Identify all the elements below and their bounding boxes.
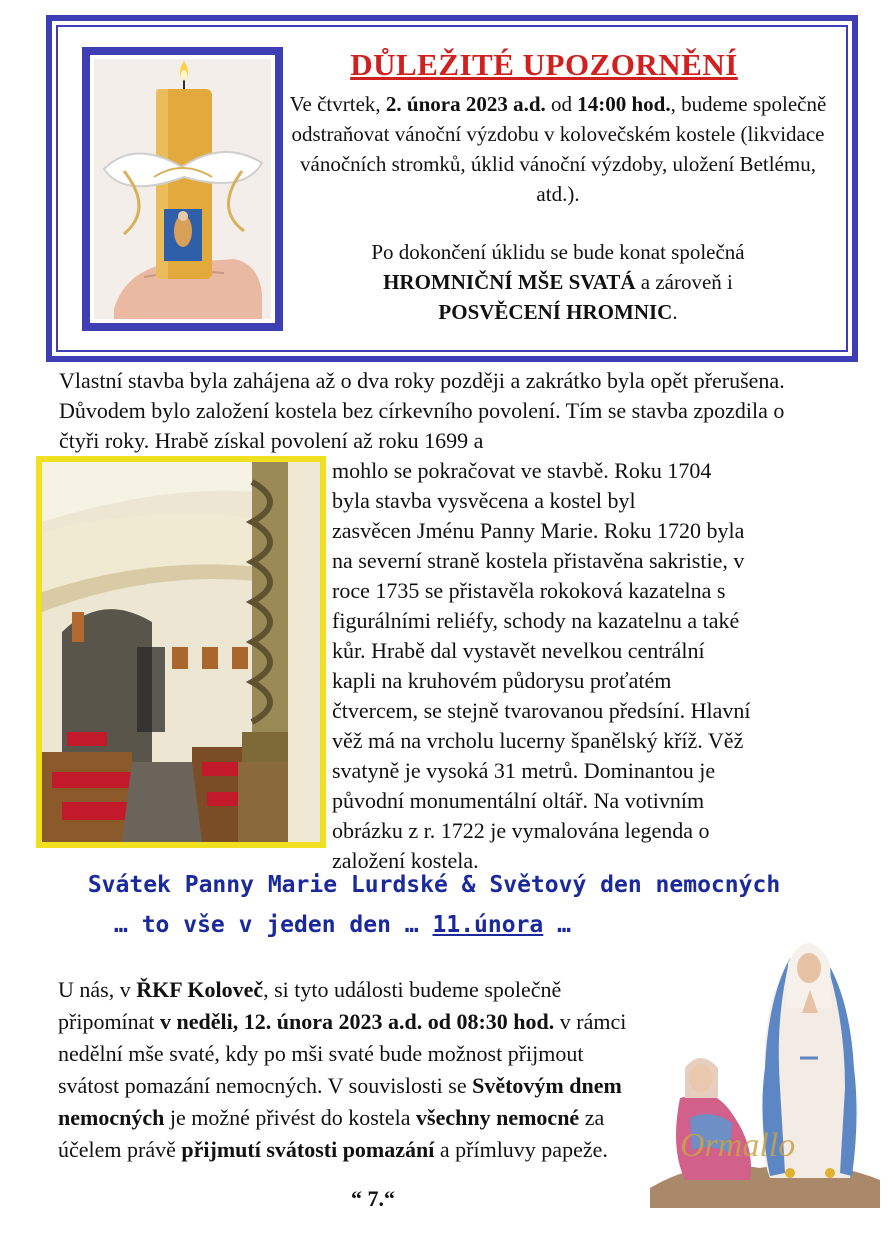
notice-box xyxy=(46,15,858,362)
church-interior-image xyxy=(36,456,326,848)
final-text: U nás, v xyxy=(58,977,137,1002)
final-text: za účelem právě xyxy=(58,1105,605,1162)
feast-subheading xyxy=(114,912,571,938)
notice-p2-text-1: Po dokončení úklidu se bude konat společná xyxy=(371,240,745,264)
notice-paragraph-2 xyxy=(288,237,828,327)
history-line: kůr. Hrabě dal vystavět nevelkou centrální xyxy=(332,638,705,663)
candle-illustration xyxy=(94,59,271,319)
feast-subheading-prefix: … to vše v jeden den … xyxy=(114,912,433,938)
history-line: původní monumentální oltář. Na votivním xyxy=(332,788,705,813)
history-line: mohlo se pokračovat ve stavbě. Roku 1704 xyxy=(332,458,712,483)
notice-date: 2. února 2023 a.d. xyxy=(385,92,546,116)
notice-mass-title: HROMNIČNÍ MŠE SVATÁ xyxy=(383,270,636,294)
history-line: byla stavba vysvěcena a kostel byl xyxy=(332,488,636,513)
feast-heading: Svátek Panny Marie Lurdské & Světový den nemocných xyxy=(87,872,781,898)
history-line: na severní straně kostela přistavěna sakristie, v xyxy=(332,548,745,573)
history-line: svatyně je vysoká 31 metrů. Dominantou je xyxy=(332,758,716,783)
history-line: zasvěcen Jménu Panny Marie. Roku 1720 byla xyxy=(332,518,745,543)
final-text: je možné přivést do kostela xyxy=(164,1105,417,1130)
final-text: v rámci nedělní mše svaté, kdy po mši svaté bude možnost přijmout svátost pomazání nemocných. V souvislosti se xyxy=(58,1009,627,1098)
final-paragraph xyxy=(58,974,648,1166)
history-text xyxy=(332,456,810,876)
notice-p1-text-1: Ve čtvrtek, xyxy=(289,92,386,116)
history-intro: Vlastní stavba byla zahájena až o dva roky později a zakrátko byla opět přerušena. Důvodem bylo založení kostela bez církevního povolení. Tím se stavba zpozdila o čtyři roky. Hrabě získal povolení až roku 1699 a xyxy=(59,368,785,453)
notice-title: DŮLEŽITÉ UPOZORNĚNÍ xyxy=(350,47,738,82)
candle-image xyxy=(82,47,283,331)
history-line: obrázku z r. 1722 je vymalována legenda o xyxy=(332,818,710,843)
church-interior-illustration xyxy=(42,462,320,842)
notice-text xyxy=(288,89,828,327)
lourdes-statue-illustration xyxy=(640,918,886,1208)
statue-watermark: Ormallo xyxy=(680,1127,796,1164)
final-date: v neděli, 12. února 2023 a.d. od 08:30 hod. xyxy=(160,1009,555,1034)
feast-date: 11.února xyxy=(432,912,544,938)
history-line: roce 1735 se přistavěla rokoková kazatelna s xyxy=(332,578,726,603)
notice-p2-text-2: a zároveň i xyxy=(635,270,733,294)
all-sick: všechny nemocné xyxy=(416,1105,580,1130)
lourdes-statue-image xyxy=(640,918,886,1208)
history-line: založení kostela. xyxy=(332,848,479,873)
notice-p2-text-3: . xyxy=(672,300,678,324)
history-line: kapli na kruhovém půdorysu proťatém xyxy=(332,668,672,693)
feast-subheading-suffix: … xyxy=(543,912,571,938)
history-line: figurálními reliéfy, schody na kazatelnu a také xyxy=(332,608,740,633)
page-number: “ 7.“ xyxy=(351,1186,395,1211)
final-text: , si tyto události budeme společně připomínat xyxy=(58,977,562,1034)
notice-paragraph-1 xyxy=(288,89,828,209)
notice-time: 14:00 hod. xyxy=(577,92,671,116)
history-line: věž má na vrcholu lucerny španělský kříž. Věž xyxy=(332,728,744,753)
history-line: čtvercem, se stejně tvarovanou předsíní. Hlavní xyxy=(332,698,751,723)
parish-name: ŘKF Koloveč xyxy=(136,977,264,1002)
world-day-sick: Světovým dnem nemocných xyxy=(58,1073,622,1130)
notice-p1-text-2: od xyxy=(545,92,578,116)
notice-blessing-title: POSVĚCENÍ HROMNIC xyxy=(438,300,673,324)
notice-p1-text-3: , budeme společně odstraňovat vánoční výzdobu v kolovečském kostele (likvidace vánočních stromků, úklid vánoční výzdoby, uložení Betlému, atd.). xyxy=(291,92,827,206)
final-text: a přímluvy papeže. xyxy=(434,1137,608,1162)
anointing-sacrament: přijmutí svátosti pomazání xyxy=(181,1137,435,1162)
